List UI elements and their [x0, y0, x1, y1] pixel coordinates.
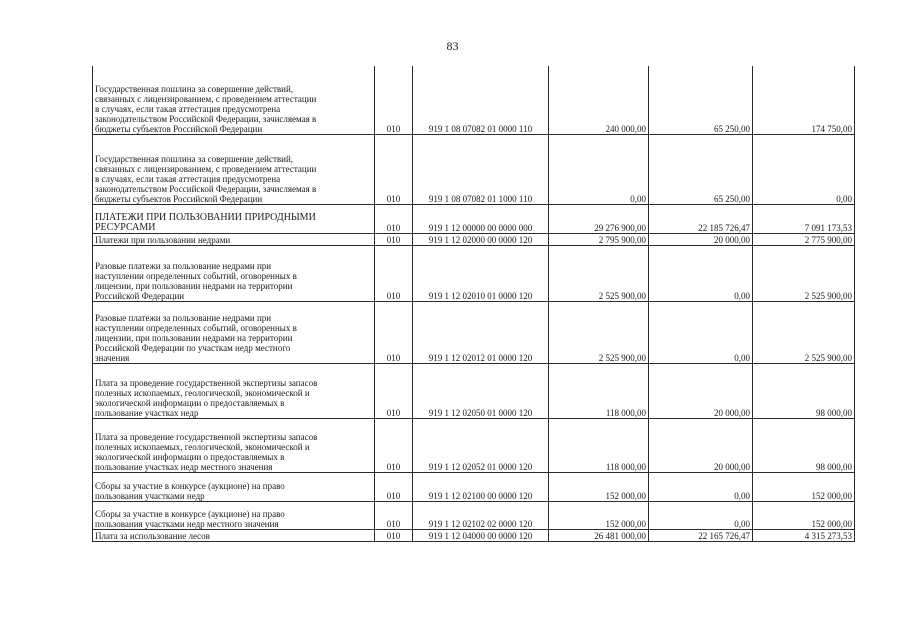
fact-value: 65 250,00 — [649, 66, 753, 134]
plan-value: 2 525 900,00 — [549, 301, 649, 363]
table-row — [93, 66, 855, 134]
admin-code: 010 — [375, 245, 413, 301]
table-row — [93, 204, 855, 233]
plan-value: 118 000,00 — [549, 418, 649, 472]
kbk-code: 919 1 12 02000 00 0000 120 — [413, 233, 549, 245]
row-name: Плата за использование лесов — [93, 529, 375, 541]
table-row — [93, 301, 855, 363]
fact-value: 22 185 726,47 — [649, 204, 753, 233]
table-row — [93, 472, 855, 501]
plan-value: 29 276 900,00 — [549, 204, 649, 233]
kbk-code: 919 1 12 02010 01 0000 120 — [413, 245, 549, 301]
table-row — [93, 418, 855, 472]
plan-value: 240 000,00 — [549, 66, 649, 134]
kbk-code: 919 1 12 04000 00 0000 120 — [413, 529, 549, 541]
rest-value: 4 315 273,53 — [753, 529, 855, 541]
admin-code: 010 — [375, 66, 413, 134]
table-row — [93, 233, 855, 245]
table-row — [93, 501, 855, 529]
plan-value: 152 000,00 — [549, 501, 649, 529]
admin-code: 010 — [375, 134, 413, 204]
fact-value: 0,00 — [649, 472, 753, 501]
row-name: Сборы за участие в конкурсе (аукционе) на право пользования участками недр — [93, 472, 375, 501]
admin-code: 010 — [375, 529, 413, 541]
rest-value: 2 525 900,00 — [753, 301, 855, 363]
admin-code: 010 — [375, 472, 413, 501]
admin-code: 010 — [375, 233, 413, 245]
kbk-code: 919 1 12 00000 00 0000 000 — [413, 204, 549, 233]
fact-value: 22 165 726,47 — [649, 529, 753, 541]
admin-code: 010 — [375, 501, 413, 529]
admin-code: 010 — [375, 204, 413, 233]
kbk-code: 919 1 12 02100 00 0000 120 — [413, 472, 549, 501]
row-name: Плата за проведение государственной экспертизы запасов полезных ископаемых, геологической, экономической и экологической информации о предоставляемых в пользование участках недр — [93, 363, 375, 418]
rest-value: 98 000,00 — [753, 418, 855, 472]
row-name: Сборы за участие в конкурсе (аукционе) на право пользования участками недр местного значения — [93, 501, 375, 529]
rest-value: 2 775 900,00 — [753, 233, 855, 245]
row-name: Государственная пошлина за совершение действий, связанных с лицензированием, с проведением аттестации в случаях, если такая аттестация предусмотрена законодательством Российской Федерации, зачисляемая в бюджеты субъектов Российской Федерации — [93, 66, 375, 134]
kbk-code: 919 1 08 07082 01 1000 110 — [413, 134, 549, 204]
plan-value: 26 481 000,00 — [549, 529, 649, 541]
rest-value: 152 000,00 — [753, 501, 855, 529]
kbk-code: 919 1 08 07082 01 0000 110 — [413, 66, 549, 134]
admin-code: 010 — [375, 301, 413, 363]
fact-value: 20 000,00 — [649, 233, 753, 245]
rest-value: 7 091 173,53 — [753, 204, 855, 233]
revenue-table — [92, 66, 855, 542]
rest-value: 2 525 900,00 — [753, 245, 855, 301]
plan-value: 152 000,00 — [549, 472, 649, 501]
admin-code: 010 — [375, 418, 413, 472]
rest-value: 0,00 — [753, 134, 855, 204]
row-name: Разовые платежи за пользование недрами при наступлении определенных событий, оговоренных в лицензии, при пользовании недрами на территории Российской Федерации — [93, 245, 375, 301]
kbk-code: 919 1 12 02050 01 0000 120 — [413, 363, 549, 418]
row-name: Государственная пошлина за совершение действий, связанных с лицензированием, с проведением аттестации в случаях, если такая аттестация предусмотрена законодательством Российской Федерации, зачисляемая в бюджеты субъектов Российской Федерации — [93, 134, 375, 204]
rest-value: 98 000,00 — [753, 363, 855, 418]
row-name: Плата за проведение государственной экспертизы запасов полезных ископаемых, геологической, экономической и экологической информации о предоставляемых в пользование участках недр местного значения — [93, 418, 375, 472]
kbk-code: 919 1 12 02012 01 0000 120 — [413, 301, 549, 363]
plan-value: 2 795 900,00 — [549, 233, 649, 245]
kbk-code: 919 1 12 02052 01 0000 120 — [413, 418, 549, 472]
fact-value: 0,00 — [649, 501, 753, 529]
kbk-code: 919 1 12 02102 02 0000 120 — [413, 501, 549, 529]
table-row — [93, 245, 855, 301]
plan-value: 0,00 — [549, 134, 649, 204]
rest-value: 152 000,00 — [753, 472, 855, 501]
fact-value: 20 000,00 — [649, 363, 753, 418]
rest-value: 174 750,00 — [753, 66, 855, 134]
plan-value: 118 000,00 — [549, 363, 649, 418]
row-name: ПЛАТЕЖИ ПРИ ПОЛЬЗОВАНИИ ПРИРОДНЫМИ РЕСУРСАМИ — [93, 204, 375, 233]
row-name: Платежи при пользовании недрами — [93, 233, 375, 245]
plan-value: 2 525 900,00 — [549, 245, 649, 301]
fact-value: 20 000,00 — [649, 418, 753, 472]
fact-value: 65 250,00 — [649, 134, 753, 204]
fact-value: 0,00 — [649, 245, 753, 301]
admin-code: 010 — [375, 363, 413, 418]
table-row — [93, 134, 855, 204]
row-name: Разовые платежи за пользование недрами при наступлении определенных событий, оговоренных в лицензии, при пользовании недрами на территории Российской Федерации по участкам недр местного значения — [93, 301, 375, 363]
table-row — [93, 363, 855, 418]
page-number: 83 — [446, 39, 459, 53]
table-row — [93, 529, 855, 541]
fact-value: 0,00 — [649, 301, 753, 363]
